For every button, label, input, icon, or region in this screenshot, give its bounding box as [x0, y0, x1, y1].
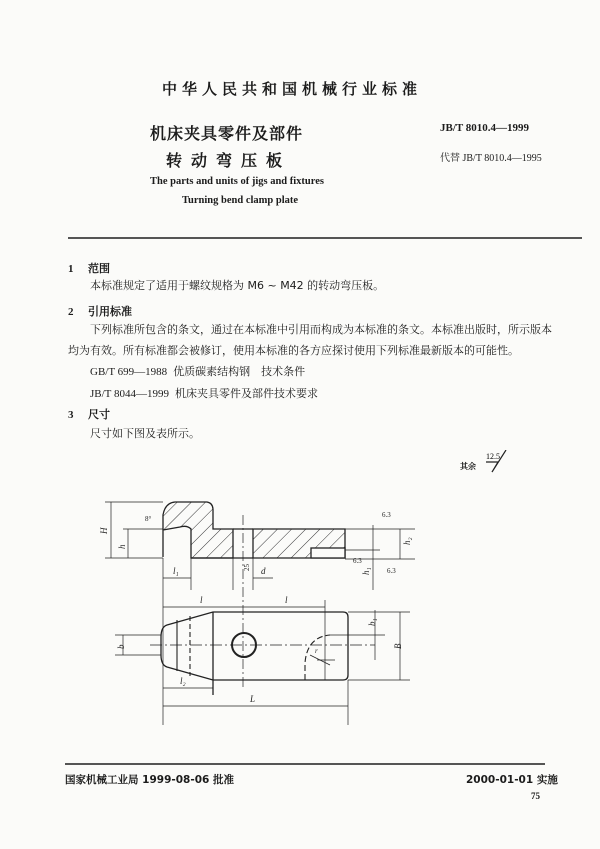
svg-text:6.3: 6.3 [387, 567, 396, 575]
title-en-line2: Turning bend clamp plate [182, 195, 299, 206]
section-1-heading: 1 范围 [68, 262, 110, 275]
replaces-standard: 代替 JB/T 8010.4—1995 [440, 153, 542, 164]
svg-text:l: l [200, 595, 203, 605]
footer-divider [65, 763, 545, 765]
reference-item: JB/T 8044—1999 机床夹具零件及部件技术要求 [90, 387, 318, 400]
section-2-paragraph-line1: 下列标准所包含的条文，通过在本标准中引用而构成为本标准的条文。本标准出版时，所示版本 [90, 323, 552, 336]
section-view [163, 502, 345, 558]
svg-text:l: l [285, 595, 288, 605]
svg-text:L: L [250, 694, 256, 704]
implementation-date: 2000-01-01 实施 [466, 774, 558, 786]
header-divider [68, 237, 582, 239]
svg-text:r: r [315, 647, 318, 655]
clamp-plate-drawing [95, 485, 425, 725]
page-number: 75 [531, 791, 540, 801]
issuing-authority-title: 中华人民共和国机械行业标准 [161, 80, 422, 98]
section-2-heading: 2 引用标准 [68, 305, 132, 318]
svg-text:25: 25 [243, 564, 251, 571]
surface-roughness-icon [484, 450, 524, 480]
section-1-paragraph: 本标准规定了适用于螺纹规格为 M6 ~ M42 的转动弯压板。 [90, 279, 385, 292]
svg-text:l₂: l₂ [180, 676, 186, 686]
svg-text:6.3: 6.3 [353, 557, 362, 565]
title-cn-line2: 转动弯压板 [166, 151, 292, 170]
title-cn-line1: 机床夹具零件及部件 [150, 124, 304, 143]
section-3-heading: 3 尺寸 [68, 408, 110, 421]
title-en-line1: The parts and units of jigs and fixtures [150, 176, 324, 187]
svg-text:B: B [393, 643, 403, 649]
svg-text:H: H [99, 527, 109, 534]
section-2-paragraph-line2: 均为有效。所有标准都会被修订，使用本标准的各方应探讨使用下列标准最新版本的可能性。 [68, 344, 519, 357]
svg-text:d: d [261, 566, 266, 576]
svg-text:h₂: h₂ [402, 537, 412, 545]
approval-info: 国家机械工业局 1999-08-06 批准 [65, 774, 234, 786]
svg-text:8°: 8° [145, 515, 152, 523]
svg-text:6.3: 6.3 [382, 511, 391, 519]
surface-finish-rest-label: 其余 [460, 462, 476, 471]
svg-text:b₁: b₁ [367, 618, 377, 626]
reference-item: GB/T 699—1988 优质碳素结构钢 技术条件 [90, 365, 306, 378]
svg-text:b: b [116, 644, 126, 649]
svg-text:12.5: 12.5 [486, 452, 500, 461]
standard-number: JB/T 8010.4—1999 [440, 122, 530, 134]
svg-text:h: h [117, 544, 127, 549]
svg-text:l₁: l₁ [173, 566, 179, 576]
svg-text:h₁: h₁ [361, 567, 371, 575]
section-3-paragraph: 尺寸如下图及表所示。 [90, 427, 200, 440]
